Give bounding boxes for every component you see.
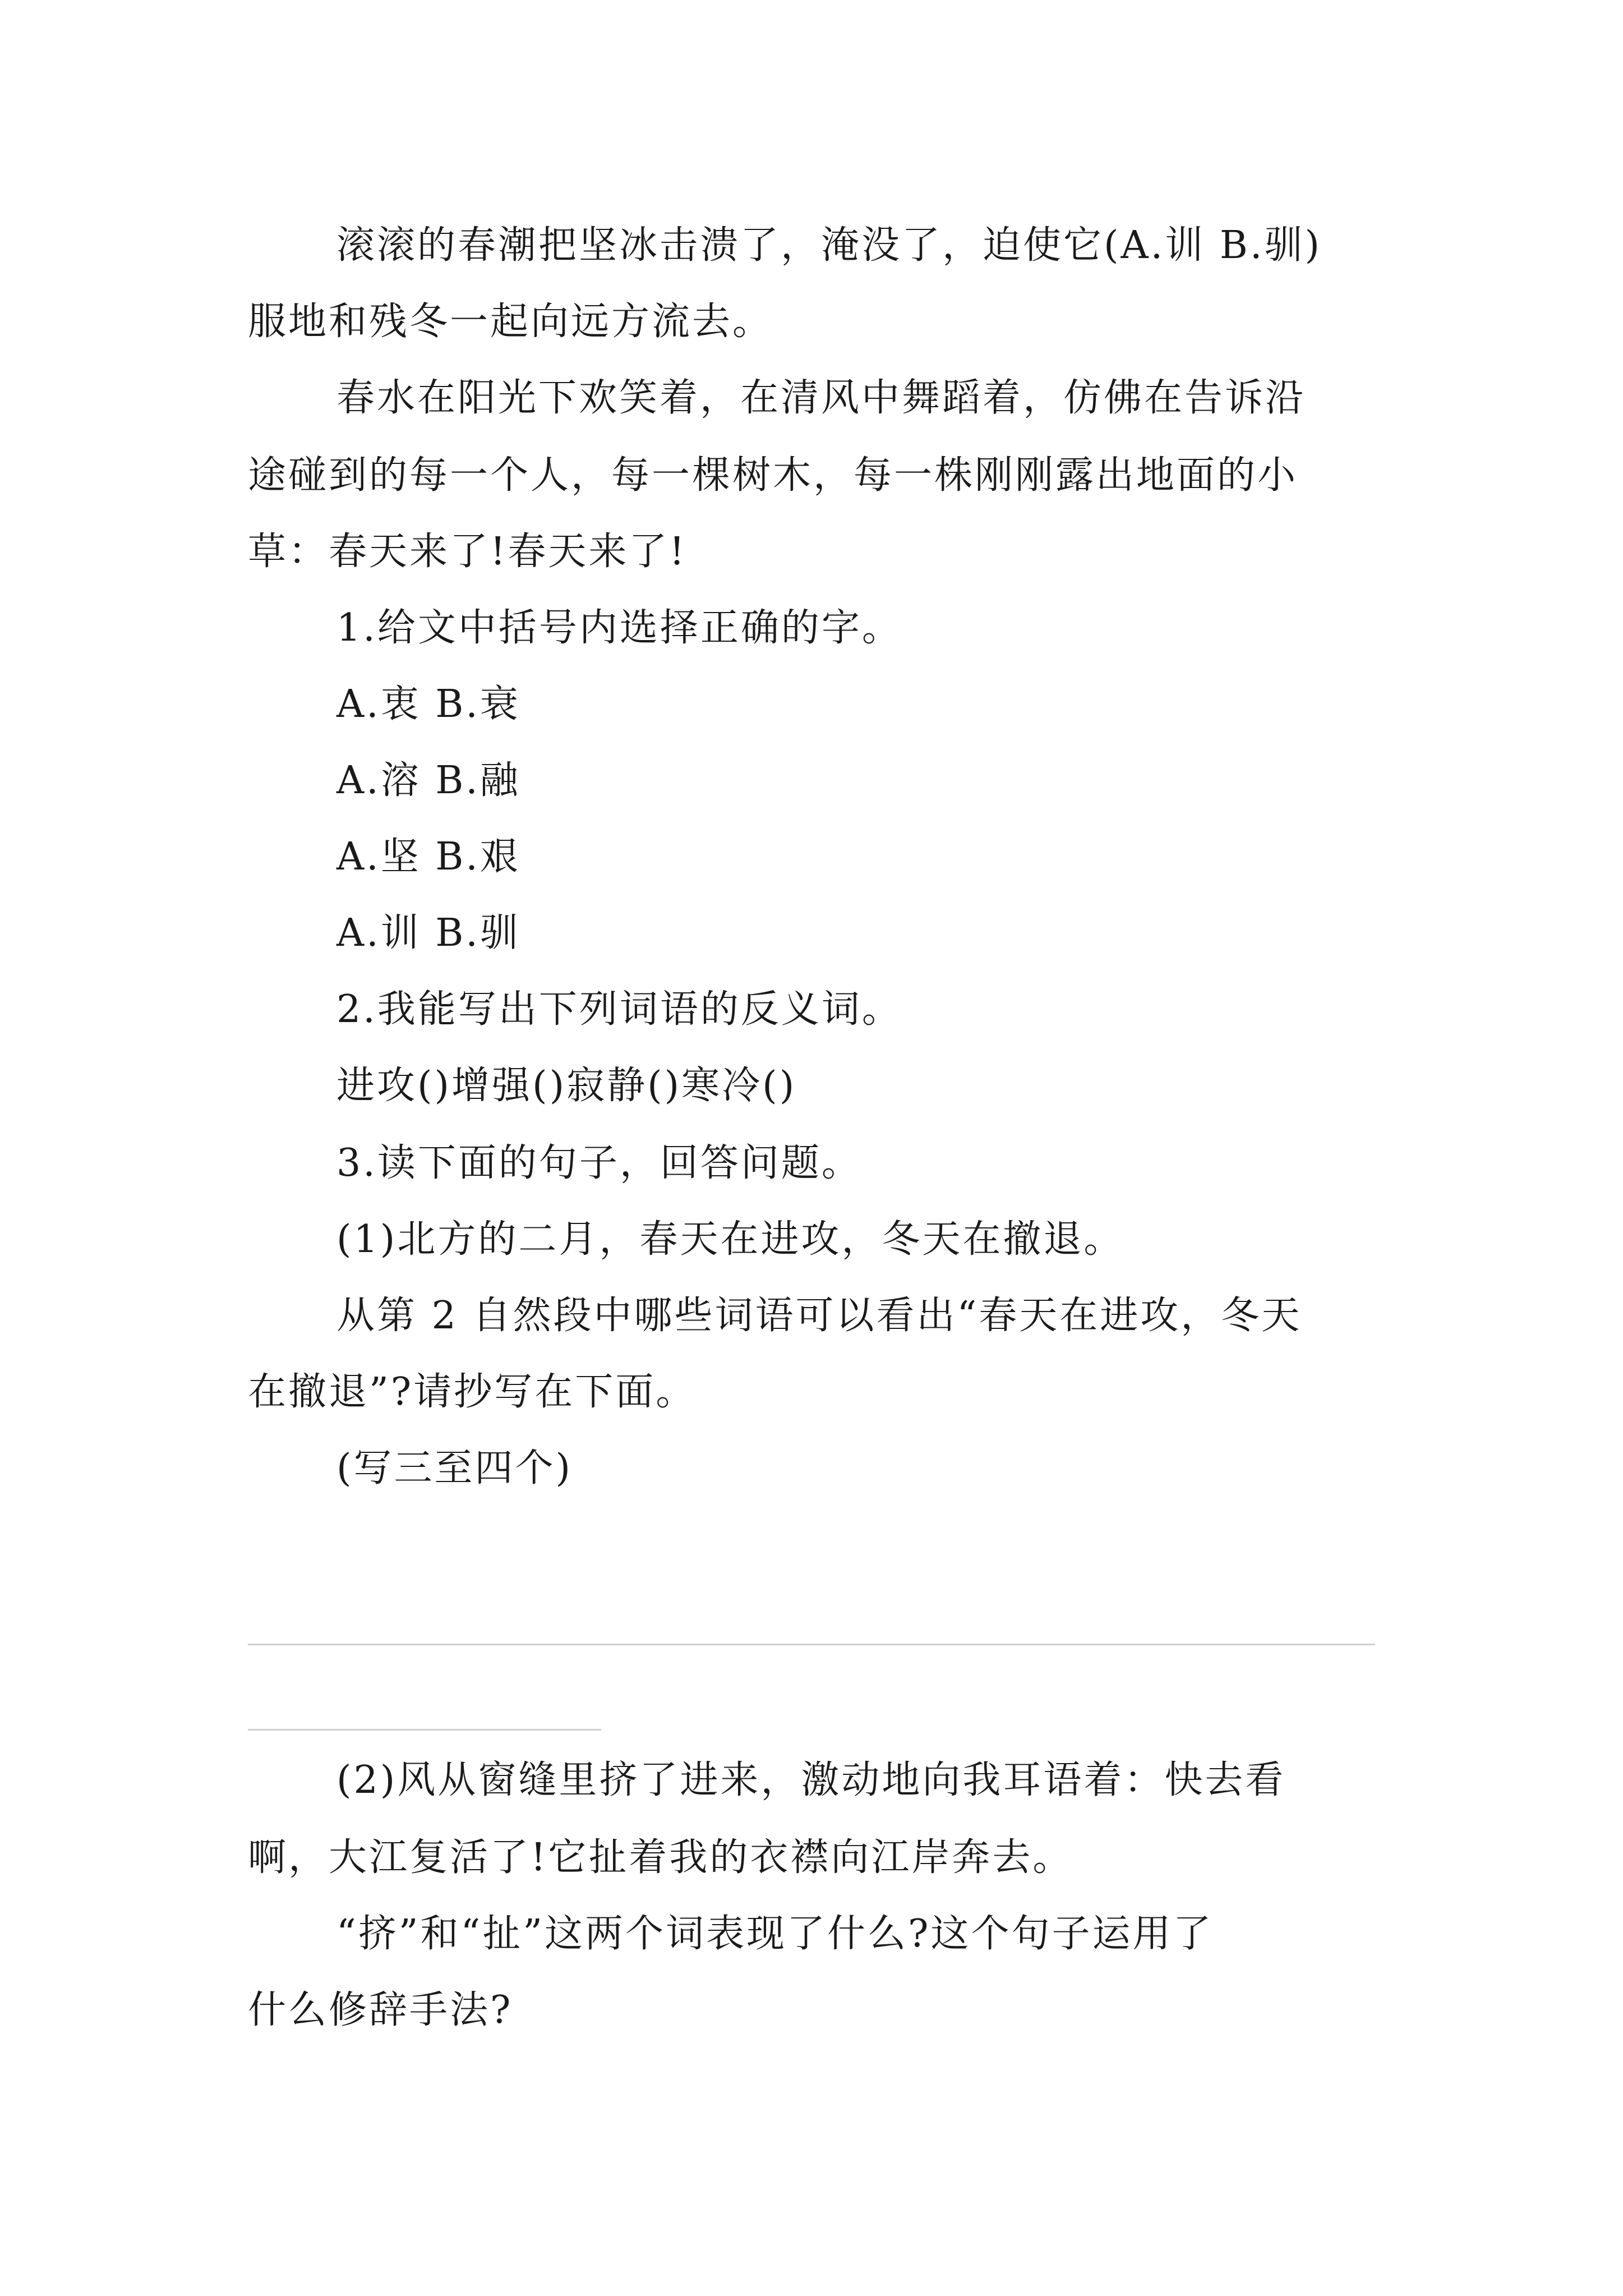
- text-line: 滚滚的春潮把坚冰击溃了，淹没了，迫使它(A.训 B.驯): [336, 223, 1322, 268]
- antonym-blanks: 进攻()增强()寂静()寒冷(): [336, 1064, 797, 1108]
- text-line: 在撤退”?请抄写在下面。: [248, 1370, 697, 1414]
- choice-line: A.坚 B.艰: [336, 835, 520, 879]
- answer-line: [248, 1729, 601, 1731]
- choice-line: A.溶 B.融: [336, 758, 520, 803]
- text-line: 服地和残冬一起向远方流去。: [248, 300, 773, 344]
- question-heading: 2.我能写出下列词语的反义词。: [336, 987, 902, 1032]
- text-line: “挤”和“扯”这两个词表现了什么?这个句子运用了: [336, 1912, 1214, 1956]
- quoted-sentence: (1)北方的二月，春天在进攻，冬天在撤退。: [336, 1217, 1124, 1262]
- text-line: 什么修辞手法?: [248, 1988, 513, 2032]
- question-heading: 3.读下面的句子，回答问题。: [336, 1141, 862, 1185]
- text-line: 途碰到的每一个人，每一棵树木，每一株刚刚露出地面的小: [248, 453, 1298, 498]
- text-line: 春水在阳光下欢笑着，在清风中舞蹈着，仿佛在告诉沿: [336, 376, 1306, 420]
- choice-line: A.训 B.驯: [336, 911, 520, 955]
- quoted-sentence: (2)风从窗缝里挤了进来，激动地向我耳语着：快去看: [336, 1758, 1286, 1802]
- text-line: 草：春天来了!春天来了!: [248, 530, 687, 574]
- question-heading: 1.给文中括号内选择正确的字。: [336, 606, 902, 650]
- text-line: 从第 2 自然段中哪些词语可以看出“春天在进攻，冬天: [336, 1294, 1302, 1338]
- instruction-note: (写三至四个): [336, 1446, 573, 1490]
- choice-line: A.衷 B.衰: [336, 682, 520, 726]
- answer-line: [248, 1644, 1375, 1645]
- text-line: 啊，大江复活了!它扯着我的衣襟向江岸奔去。: [248, 1835, 1073, 1880]
